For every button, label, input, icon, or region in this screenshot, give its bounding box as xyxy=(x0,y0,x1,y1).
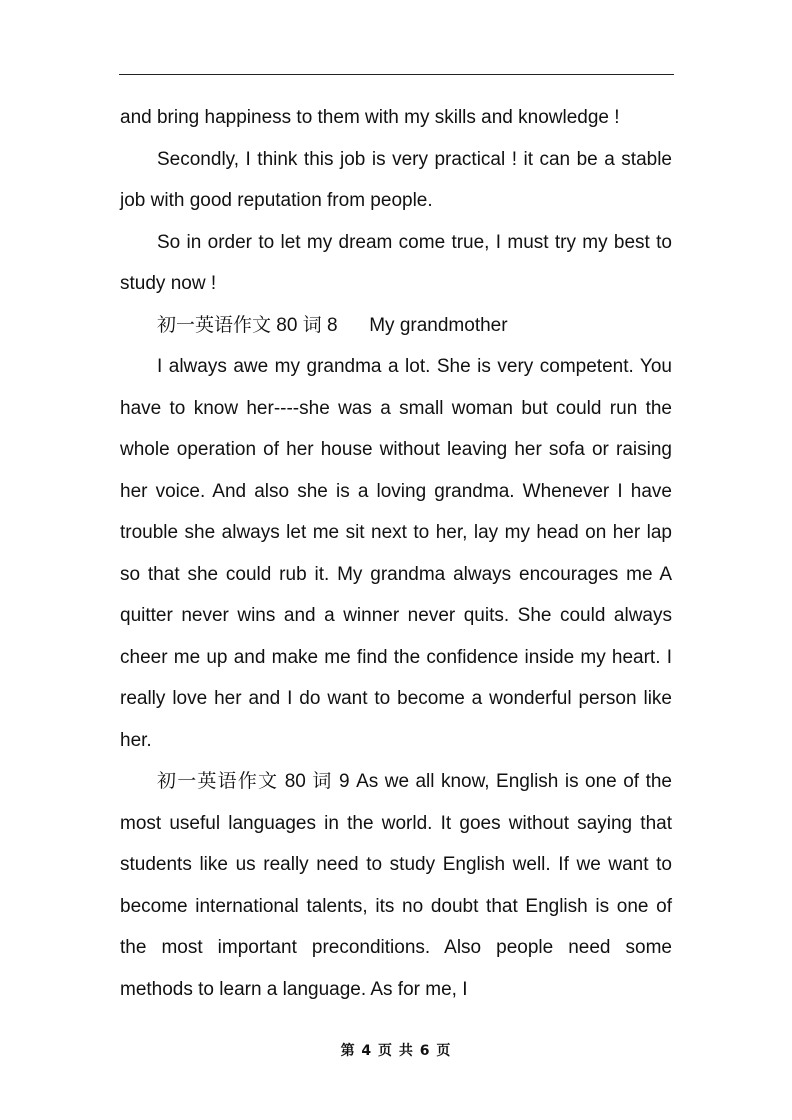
document-body xyxy=(120,97,672,1010)
essay-8-heading xyxy=(120,305,672,347)
header-rule xyxy=(119,74,674,75)
page-number: 第 4 页 共 6 页 xyxy=(340,1043,452,1059)
essay-9-text: As we all know, English is one of the most useful languages in the world. It goes without saying that students like us really need to study English well. If we want to become international talents, its no doubt that English is one of the most important preconditions. Also people need some methods to learn a language. As for me, I xyxy=(120,771,672,1000)
paragraph-continuation: and bring happiness to them with my skills and knowledge ! xyxy=(120,107,620,128)
essay-9-paragraph xyxy=(120,761,672,1010)
paragraph-secondly: Secondly, I think this job is very practical ! it can be a stable job with good reputation from people. xyxy=(120,148,672,211)
paragraph-dream: So in order to let my dream come true, I must try my best to study now ! xyxy=(120,231,672,294)
essay-8-body: I always awe my grandma a lot. She is very competent. You have to know her----she was a small woman but could run the whole operation of her house without leaving her sofa or raising her voice. And also she is a loving grandma. Whenever I have trouble she always let me sit next to her, lay my head on her lap so that she could rub it. My grandma always encourages me A quitter never wins and a winner never quits. She could always cheer me up and make me find the confidence inside my heart. I really love her and I do want to become a wonderful person like her. xyxy=(120,356,672,751)
essay-9-label: 初一英语作文 80 词 9 xyxy=(157,771,350,792)
essay-8-label: 初一英语作文 80 词 8 xyxy=(157,314,338,336)
essay-8-title: My grandmother xyxy=(369,314,508,336)
